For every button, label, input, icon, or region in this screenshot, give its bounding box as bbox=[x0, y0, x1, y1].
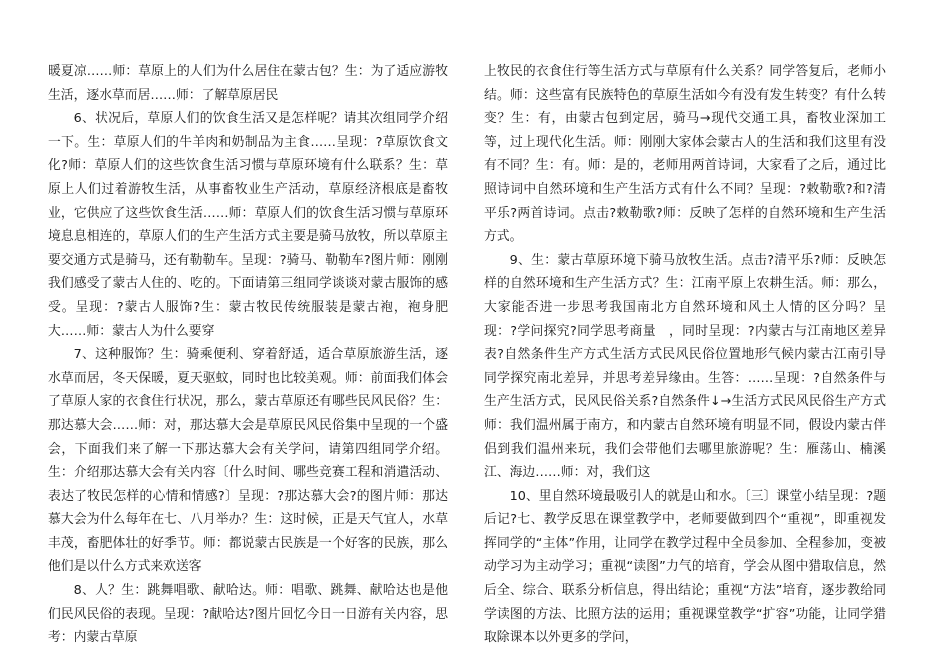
paragraph: 6、状况后，草原人们的饮食生活又是怎样呢？请其次组同学介绍一下。生：草原人们的牛羊肉和奶制品为主食……呈现：?草原饮食文化?师：草原人们的这些饮食生活习惯与草原环境有什么联系？生：草原上人们过着游牧生活，从事畜牧业生产活动，草原经济根底是畜牧业，它供应了这些饮食生活……师：草原人们的饮食生活习惯与草原环境息息相连的，草原人们的生产生活方式主要是骑马放牧，所以草原主要交通方式是骑马，还有勒勒车。呈现：?骑马、勒勒车?图片师：刚刚我们感受了蒙古人住的、吃的。下面请第三组同学谈谈对蒙古服饰的感受。呈现：?蒙古人服饰?生：蒙古牧民传统服装是蒙古袍，袍身肥大……师：蒙古人为什么要穿 bbox=[48, 111, 448, 339]
right-text-column bbox=[484, 60, 886, 650]
paragraph: 上牧民的衣食住行等生活方式与草原有什么关系？同学答复后，老师小结。师：这些富有民族特色的草原生活如今有没有发生转变？有什么转变？生：有，由蒙古包到定居，骑马→现代交通工具，畜牧业深加工等，过上现代化生活。师：刚刚大家体会蒙古人的生活和我们这里有没有不同？生：有。师：是的，老师用两首诗词，大家看了之后，通过比照诗词中自然环境和生产生活方式有什么不同？呈现：?敕勒歌?和?清平乐?两首诗词。点击?敕勒歌?师：反映了怎样的自然环境和生产生活方式。 bbox=[484, 64, 886, 245]
paragraph: 8、人？生：跳舞唱歌、献哈达。师：唱歌、跳舞、献哈达也是他们民风民俗的表现。呈现：?献哈达?图片回忆今日一日游有关内容，思考：内蒙古草原 bbox=[48, 583, 448, 646]
paragraph: 10、里自然环境最吸引人的就是山和水。〔三〕课堂小结呈现：?题后记?七、教学反思在课堂教学中，老师要做到四个“重视”，即重视发挥同学的“主体”作用，让同学在教学过程中全员参加、全程参加，变被动学习为主动学习；重视“读图”力气的培育，学会从图中猎取信息，然后全、综合、联系分析信息，得出结论；重视“方法”培育，逐步教给同学读图的方法、比照方法的运用；重视课堂教学“扩容”功能，让同学猎取除课本以外更多的学问， bbox=[484, 488, 886, 646]
paragraph: 暖夏凉……师：草原上的人们为什么居住在蒙古包？生：为了适应游牧生活，逐水草而居……师：了解草原居民 bbox=[48, 64, 448, 103]
left-text-column bbox=[48, 60, 448, 650]
paragraph: 9、生：蒙古草原环境下骑马放牧生活。点击?清平乐?师：反映怎样的自然环境和生产生活方式？生：江南平原上农耕生活。师：那么，大家能否进一步思考我国南北方自然环境和风土人情的区分吗？呈现：?学问探究?同学思考商量 ，同时呈现：?内蒙古与江南地区差异表?自然条件生产方式生活方式民风民俗位置地形气候内蒙古江南引导同学探究南北差异，并思考差异缘由。生答：……呈现：?自然条件与生产生活方式，民风民俗关系?自然条件↓→生活方式民风民俗生产方式师：我们温州属于南方，和内蒙古自然环境有明显不同，假设内蒙古伴侣到我们温州来玩，我们会带他们去哪里旅游呢？生：雁荡山、楠溪江、海边……师：对，我们这 bbox=[484, 252, 886, 481]
paragraph: 7、这种服饰？生：骑乘便利、穿着舒适，适合草原旅游生活，逐水草而居，冬天保暖，夏天驱蚊，同时也比较美观。师：前面我们体会了草原人家的衣食住行状况，那么，蒙古草原还有哪些民风民俗？生：那达慕大会……师：对，那达慕大会是草原民风民俗集中呈现的一个盛会，下面我们来了解一下那达慕大会有关学问，请第四组同学介绍。生：介绍那达慕大会有关内容〔什么时间、哪些竞赛工程和消遣活动、表达了牧民怎样的心情和情感?〕呈现：?那达慕大会?的图片师：那达慕大会为什么每年在七、八月举办？生：这时候，正是天气宜人，水草丰茂，畜肥体壮的好季节。师：都说蒙古民族是一个好客的民族，那么他们是以什么方式来欢送客 bbox=[48, 347, 448, 575]
